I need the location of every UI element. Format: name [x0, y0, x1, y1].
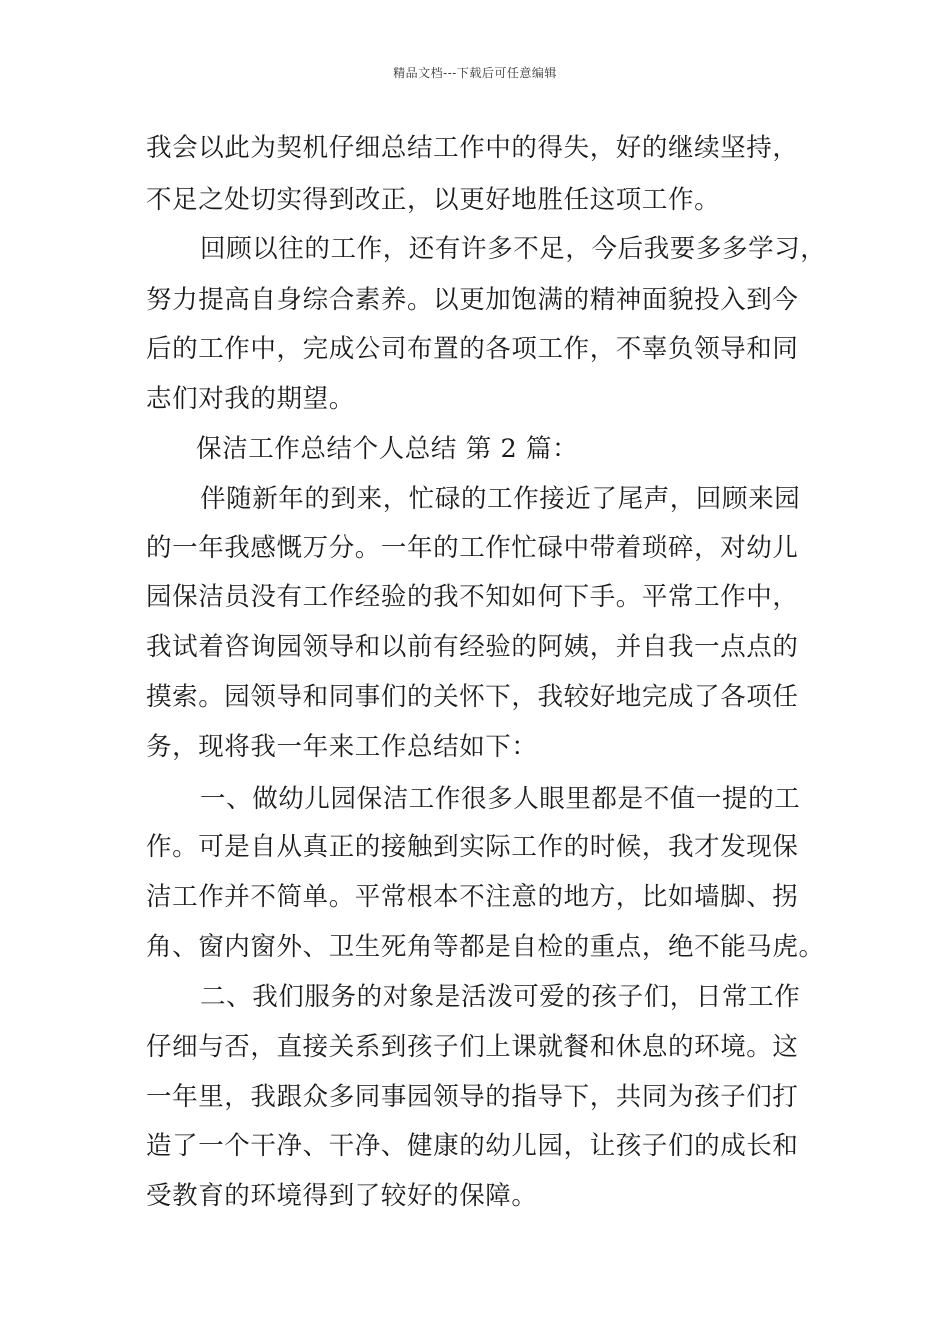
text-line: 志们对我的期望。	[146, 384, 355, 414]
text-line: 不足之处切实得到改正，以更好地胜任这项工作。	[146, 185, 721, 215]
paragraph-start-line: 二、我们服务的对象是活泼可爱的孩子们，日常工作	[200, 982, 801, 1012]
text-line: 园保洁员没有工作经验的我不知如何下手。平常工作中，	[146, 582, 799, 612]
text-line: 洁工作并不简单。平常根本不注意的地方，比如墙脚、拐	[146, 882, 799, 912]
text-line: 务，现将我一年来工作总结如下：	[146, 732, 538, 762]
text-line: 后的工作中，完成公司布置的各项工作，不辜负领导和同	[146, 334, 799, 364]
paragraph-start-line: 回顾以往的工作，还有许多不足，今后我要多多学习，	[200, 234, 827, 264]
text-line: 一年里，我跟众多同事园领导的指导下，共同为孩子们打	[146, 1082, 799, 1112]
text-line: 角、窗内窗外、卫生死角等都是自检的重点，绝不能马虎。	[146, 932, 825, 962]
text-line: 的一年我感慨万分。一年的工作忙碌中带着琐碎，对幼儿	[146, 533, 799, 563]
section-heading: 保洁工作总结个人总结 第 2 篇：	[196, 434, 579, 464]
page-header: 精品文档---下载后可任意编辑	[393, 66, 557, 80]
text-line: 努力提高自身综合素养。以更加饱满的精神面貌投入到今	[146, 285, 799, 315]
paragraph-start-line: 伴随新年的到来，忙碌的工作接近了尾声，回顾来园	[200, 484, 801, 514]
text-line: 我试着咨询园领导和以前有经验的阿姨，并自我一点点的	[146, 632, 799, 662]
text-line: 作。可是自从真正的接触到实际工作的时候，我才发现保	[146, 832, 799, 862]
text-line: 造了一个干净、干净、健康的幼儿园，让孩子们的成长和	[146, 1131, 799, 1161]
text-line: 摸索。园领导和同事们的关怀下，我较好地完成了各项任	[146, 682, 799, 712]
text-line: 仔细与否，直接关系到孩子们上课就餐和休息的环境。这	[146, 1032, 799, 1062]
text-line: 我会以此为契机仔细总结工作中的得失，好的继续坚持，	[146, 133, 799, 163]
text-line: 受教育的环境得到了较好的保障。	[146, 1181, 538, 1211]
paragraph-start-line: 一、做幼儿园保洁工作很多人眼里都是不值一提的工	[200, 784, 801, 814]
